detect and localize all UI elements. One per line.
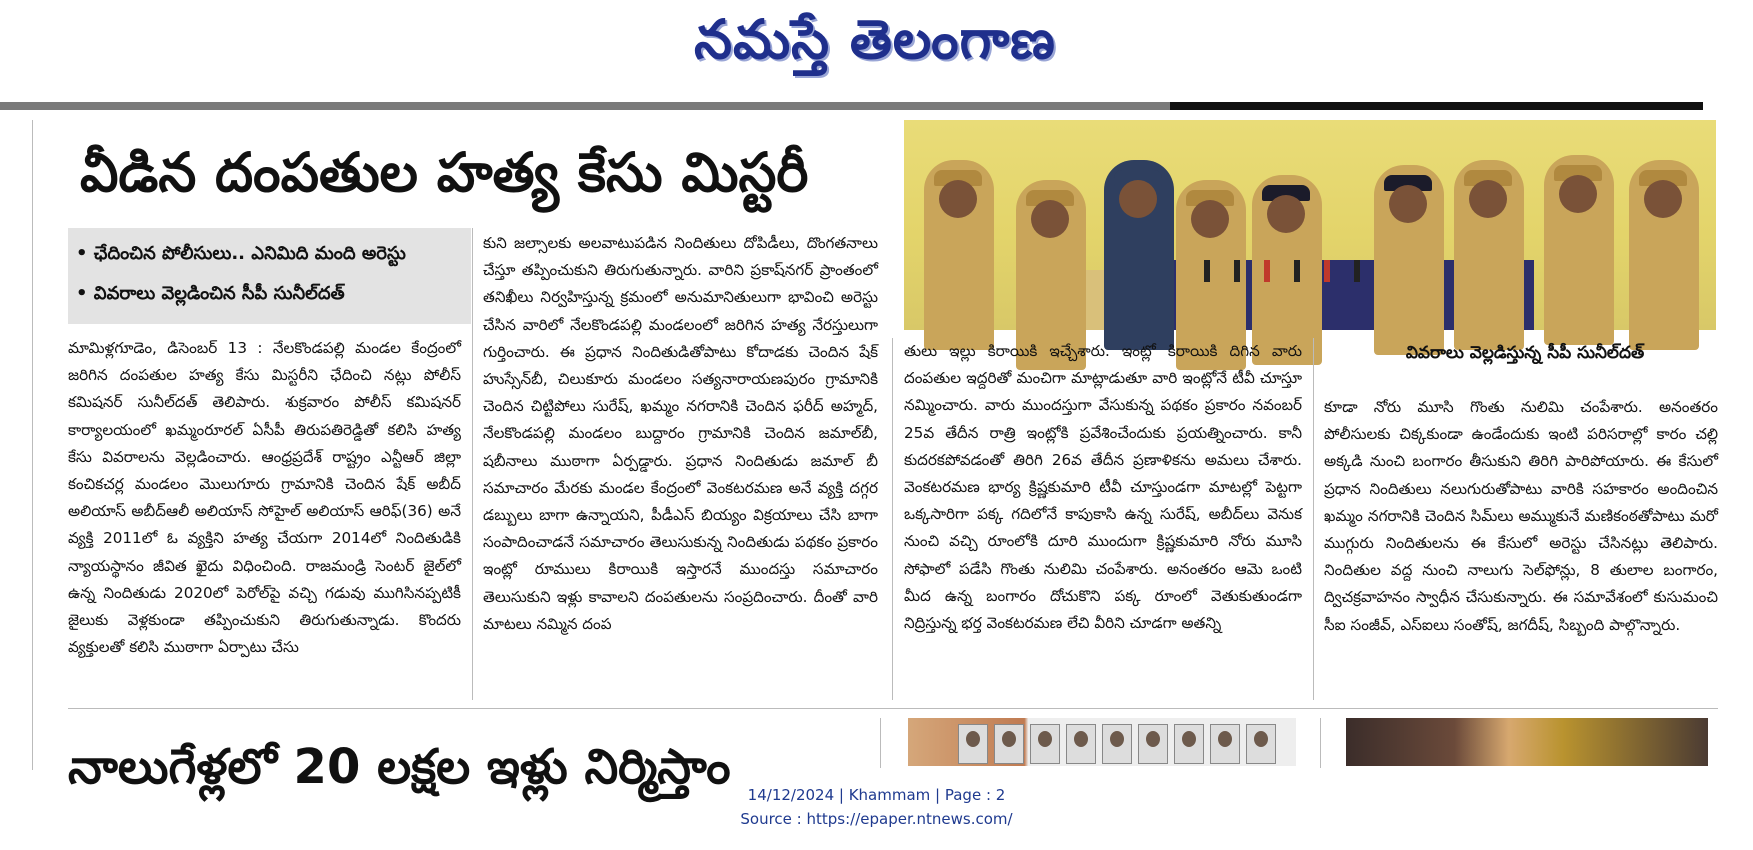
article-text: తులు ఇల్లు కిరాయికి ఇచ్చేశారు. ఇంట్లో కిరాయికి దిగిన వారు దంపతుల ఇద్దరితో మంచిగా మాట్లాడుతూ వారి ఇంట్లోనే టీవీ చూస్తూ నమ్మించారు. వారు ముందస్తుగా వేసుకున్న పథకం ప్రకారం నవంబర్‌ 25వ తేదీన రాత్రి ఇంట్లోకి ప్రవేశించేందుకు ప్రయత్నించారు. కానీ కుదరకపోవడంతో తిరిగి 26వ తేదీన ప్రణాళికను అమలు చేశారు. వెంకటరమణ భార్య క్రిష్ణకుమారి టీవీ చూస్తుండగా మాటల్లో పెట్టగా ఒక్కసారిగా పక్క గదిలోనే కాపుకాసి ఉన్న సురేష్‌, అబీద్‌లు వెనుక నుంచి వచ్చి రూంలోకి దూరి ముందుగా క్రిష్ణకుమారి నోరు మూసి సోఫాలో పడేసి గొంతు నులిమి చంపేశారు. అనంతరం ఆమె ఒంటి మీద ఉన్న బంగారం దోచుకొని పక్క రూంలో వెతుకుతుండగా నిద్రిస్తున్న భర్త వెంకటరమణ లేచి వీరిని చూడగా అతన్ని bbox=[904, 342, 1302, 633]
photo-detail bbox=[1324, 260, 1330, 282]
page-footer bbox=[0, 783, 1753, 831]
column-divider bbox=[472, 228, 473, 700]
article-column-1 bbox=[68, 335, 461, 700]
photo-detail bbox=[1104, 160, 1174, 350]
photo-detail bbox=[1354, 260, 1360, 282]
source-link[interactable]: Source : https://epaper.ntnews.com/ bbox=[740, 810, 1013, 828]
adjacent-article-edge bbox=[0, 228, 12, 268]
article-text: కుని జల్సాలకు అలవాటుపడిన నిందితులు దోపిడీలు, దొంగతనాలు చేస్తూ తప్పించుకుని తిరుగుతున్నారు. వారిని ప్రకాష్‌నగర్‌ ప్రాంతంలో తనిఖీలు నిర్వహిస్తున్న క్రమంలో అనుమానితులుగా భావించి అరెస్టు చేసిన వారిలో నేలకొండపల్లి మండలంలో జరిగిన హత్య నేరస్తులుగా గుర్తించారు. ఈ ప్రధాన నిందితుడితోపాటు కోదాడకు చెందిన షేక్‌ హుస్సేన్‌బీ, చిలుకూరు మండలం సత్యనారాయణపురం గ్రామానికి చెందిన చిట్టిపోలు సురేష్‌, ఖమ్మం నగరానికి చెందిన ఫరీద్‌ అహ్మద్‌, నేలకొండపల్లి మండలం బుద్దారం గ్రామానికి చెందిన జమాల్‌బీ, షబీనాలు ముఠాగా ఏర్పడ్డారు. ప్రధాన నిందితుడు జమాల్‌ బీ సమాచారం మేరకు మండల కేంద్రంలో వెంకటరమణ అనే వ్యక్తి దగ్గర డబ్బులు బాగా ఉన్నాయని, పీడీఎస్‌ బియ్యం విక్రయాలు చేసి బాగా సంపాదించాడనే సమాచారం తెలుసుకున్న నిందితుడు పథకం ప్రకారం ఇంట్లో రూములు కిరాయికి ఇస్తారనే ముందస్తు సమాచారం తెలుసుకుని ఇళ్లు కావాలని దంపతులను సంప్రదించారు. దీంతో వారి మాటలు నమ్మిన దంప bbox=[483, 234, 878, 633]
article-column-4 bbox=[1324, 394, 1718, 700]
photo-detail bbox=[1629, 160, 1699, 350]
photo-detail bbox=[1264, 260, 1270, 282]
article-column-3 bbox=[904, 338, 1302, 700]
photo-detail bbox=[1204, 260, 1210, 282]
photo-detail bbox=[1454, 160, 1524, 350]
photo-detail bbox=[1234, 260, 1240, 282]
photo-caption: వివరాలు వెల్లడిస్తున్న సీపీ సునీల్‌దత్‌ bbox=[1405, 343, 1645, 363]
article-text: మామిళ్లగూడెం, డిసెంబర్‌ 13 : నేలకొండపల్లి మండల కేంద్రంలో జరిగిన దంపతుల హత్య కేసు మిస్టరీని ఛేదించి నట్లు పోలీస్‌ కమిషనర్‌ సునీల్‌దత్‌ తెలిపారు. శుక్రవారం పోలీస్‌ కమిషనర్‌ కార్యాలయంలో ఖమ్మంరూరల్‌ ఏసీపీ తిరుపతిరెడ్డితో కలిసి హత్య కేసు వివరాలను వెల్లడించారు. ఆంధ్రప్రదేశ్‌ రాష్ట్రం ఎన్టీఆర్‌ జిల్లా కంచికచర్ల మండలం మొలుగూరు గ్రామానికి చెందిన షేక్‌ అబీద్‌ అలియాస్‌ అబీద్‌ఆలీ అలియాస్‌ సోహైల్‌ అలియాస్‌ ఆరిఫ్‌(36) అనే వ్యక్తి 2011లో ఓ వ్యక్తిని హత్య చేయగా 2014లో నిందితుడికి న్యాయస్థానం జీవిత ఖైదు విధించింది. రాజమండ్రి సెంటర్‌ జైల్‌లో ఉన్న నిందితుడు 2020లో పెరోల్‌పై వచ్చి గడువు ముగిసినప్పటికీ జైలుకు వెళ్లకుండా తప్పించుకుని తిరుగుతున్నాడు. కొందరు వ్యక్తులతో కలిసి ముఠాగా ఏర్పాటు చేసు bbox=[68, 339, 461, 657]
article-divider bbox=[68, 708, 1718, 709]
press-meet-photo bbox=[904, 120, 1716, 330]
photo-detail bbox=[924, 160, 994, 350]
column-divider bbox=[880, 718, 881, 768]
article-headline: వీడిన దంపతుల హత్య కేసు మిస్టరీ bbox=[80, 141, 809, 204]
masthead bbox=[0, 0, 1753, 96]
header-rule bbox=[0, 102, 1170, 110]
next-article-headline: నాలుగేళ్లలో 20 లక్షల ఇళ్లు నిర్మిస్తాం bbox=[68, 739, 731, 795]
interior-photo-image bbox=[1346, 718, 1708, 766]
memorial-photos-image bbox=[908, 718, 1296, 766]
highlight-item: • వివరాలు వెల్లడించిన సీపీ సునీల్‌దత్‌ bbox=[76, 283, 345, 304]
article-column-2 bbox=[483, 230, 878, 700]
highlight-item: • ఛేదించిన పోలీసులు.. ఎనిమిది మంది అరెస్టు bbox=[76, 243, 406, 264]
newspaper-logo: నమస్తే తెలంగాణ bbox=[694, 8, 1056, 71]
column-divider bbox=[1320, 718, 1321, 768]
header-rule-dark bbox=[1170, 102, 1703, 110]
photo-detail bbox=[1544, 155, 1614, 345]
article-highlights bbox=[68, 228, 471, 324]
article-text: కూడా నోరు మూసి గొంతు నులిమి చంపేశారు. అనంతరం పోలీసులకు చిక్కకుండా ఉండేందుకు ఇంటి పరిసరాల్లో కారం చల్లి అక్కడి నుంచి బంగారం తీసుకుని తిరిగి పారిపోయారు. ఈ కేసులో ప్రధాన నిందితులు నలుగురుతోపాటు వారికి సహకారం అందించిన ఖమ్మం నగరానికి చెందిన సిమ్‌లు అమ్ముకునే మణికంఠతోపాటు మరో ముగ్గురు నిందితులను ఈ కేసులో అరెస్టు చేసినట్లు తెలిపారు. నిందితుల వద్ద నుంచి నాలుగు సెల్‌ఫోన్లు, 8 తులాల బంగారం, ద్విచక్రవాహనం స్వాధీన చేసుకున్నారు. ఈ సమావేశంలో కుసుమంచి సీఐ సంజీవ్‌, ఎస్‌ఐలు సంతోష్‌, జగదీష్‌, సిబ్బంది పాల్గొన్నారు. bbox=[1324, 398, 1718, 634]
left-column-divider bbox=[32, 120, 33, 770]
edition-info: 14/12/2024 | Khammam | Page : 2 bbox=[747, 786, 1006, 804]
column-divider bbox=[892, 338, 893, 700]
column-divider bbox=[1313, 338, 1314, 700]
photo-detail bbox=[1374, 165, 1444, 355]
photo-detail bbox=[1294, 260, 1300, 282]
photo-detail bbox=[1252, 175, 1322, 365]
